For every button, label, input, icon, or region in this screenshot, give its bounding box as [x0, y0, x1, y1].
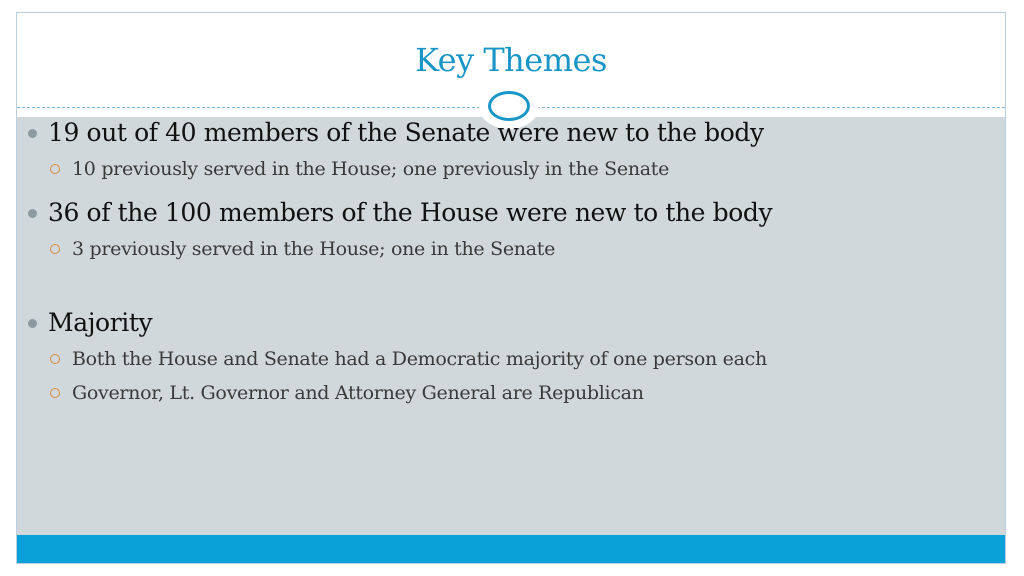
sub-bullet-text: Both the House and Senate had a Democratic majority of one person each [72, 348, 767, 370]
bullet-text: Majority [48, 308, 153, 337]
sub-bullet-item [26, 346, 966, 372]
bullet-text: 19 out of 40 members of the Senate were new to the body [48, 118, 764, 147]
bullet-list [26, 118, 966, 406]
sub-bullet-text: 3 previously served in the House; one in the Senate [72, 238, 556, 260]
bullet-dot-icon [28, 129, 37, 138]
circle-ornament-icon [488, 91, 530, 121]
sub-bullet-item [26, 156, 966, 182]
sub-bullet-text: 10 previously served in the House; one previously in the Senate [72, 158, 670, 180]
sub-bullet-ring-icon [50, 354, 60, 364]
slide-title: Key Themes [415, 41, 607, 79]
bullet-dot-icon [28, 319, 37, 328]
bullet-text: 36 of the 100 members of the House were new to the body [48, 198, 773, 227]
sub-bullet-ring-icon [50, 244, 60, 254]
sub-bullet-ring-icon [50, 164, 60, 174]
sub-bullet-item [26, 236, 966, 262]
bullet-dot-icon [28, 209, 37, 218]
sub-bullet-item [26, 380, 966, 406]
sub-bullet-text: Governor, Lt. Governor and Attorney General are Republican [72, 382, 644, 404]
bullet-item [26, 198, 966, 228]
bullet-item [26, 118, 966, 148]
bullet-item [26, 308, 966, 338]
footer-bar [17, 535, 1005, 564]
sub-bullet-ring-icon [50, 388, 60, 398]
